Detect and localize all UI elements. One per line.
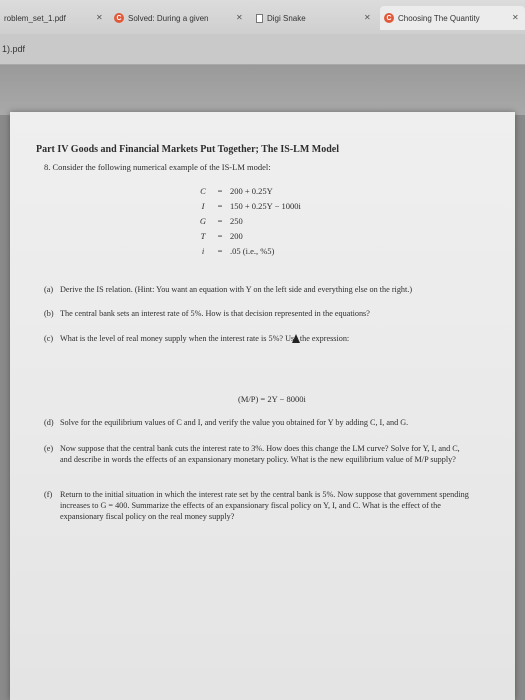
close-icon[interactable]: ✕: [364, 13, 371, 22]
equation-g: G = 250: [199, 216, 243, 226]
tab-label: Solved: During a given: [128, 13, 209, 23]
question-part-d: (d) Solve for the equilibrium values of C and I, and verify the value you obtained for Y by adding C, I, and G.: [44, 418, 409, 427]
tab-problem-set[interactable]: [0, 6, 108, 30]
close-icon[interactable]: ✕: [512, 13, 519, 22]
document-icon: [256, 14, 263, 23]
question-part-b: (b) The central bank sets an interest rate of 5%. How is that decision represented in the equations?: [44, 309, 370, 318]
question-part-c: (c) What is the level of real money supply when the interest rate is 5%? Use the expression:: [44, 334, 350, 343]
close-icon[interactable]: ✕: [96, 13, 103, 22]
tab-label: roblem_set_1.pdf: [4, 13, 66, 23]
money-supply-expression: (M/P) = 2Y − 8000i: [238, 394, 306, 404]
tab-solved[interactable]: [110, 6, 250, 30]
tab-label: Choosing The Quantity: [398, 13, 480, 23]
page-title: Part IV Goods and Financial Markets Put Together; The IS-LM Model: [36, 144, 339, 155]
question-part-f: (f) Return to the initial situation in which the interest rate set by the central bank is 5%. Now suppose that government spending increases to G = 400. Summarize the effects of an expansionary fiscal policy on Y, I, and C. What is the effect of the expansionary fiscal policy on the real money supply?: [44, 490, 469, 521]
viewer-background: [0, 65, 525, 115]
mouse-cursor-icon: [292, 334, 300, 343]
equation-i: I = 150 + 0.25Y − 1000i: [201, 201, 301, 211]
equation-interest: i = .05 (i.e., %5): [201, 246, 275, 256]
tab-choosing-quantity[interactable]: [380, 6, 525, 30]
question-intro: 8. Consider the following numerical example of the IS-LM model:: [44, 162, 271, 172]
browser-tab-strip: [0, 0, 525, 34]
chegg-icon: C: [114, 13, 124, 23]
close-icon[interactable]: ✕: [236, 13, 243, 22]
question-part-e: (e) Now suppose that the central bank cuts the interest rate to 3%. How does this change the LM curve? Solve for Y, I, and C, and describe in words the effects of an expansionary monetary policy. What is the new equilibrium value of M/P supply?: [44, 444, 460, 464]
equation-t: T = 200: [200, 231, 243, 241]
address-text: 1).pdf: [2, 44, 26, 54]
pdf-page: [10, 112, 515, 700]
equation-c: C = 200 + 0.25Y: [200, 186, 273, 196]
tab-label: Digi Snake: [267, 13, 306, 23]
tab-digi-snake[interactable]: [252, 6, 378, 30]
chegg-icon: C: [384, 13, 394, 23]
address-bar[interactable]: [0, 34, 525, 65]
question-part-a: (a) Derive the IS relation. (Hint: You want an equation with Y on the left side and everything else on the right.): [44, 285, 413, 294]
